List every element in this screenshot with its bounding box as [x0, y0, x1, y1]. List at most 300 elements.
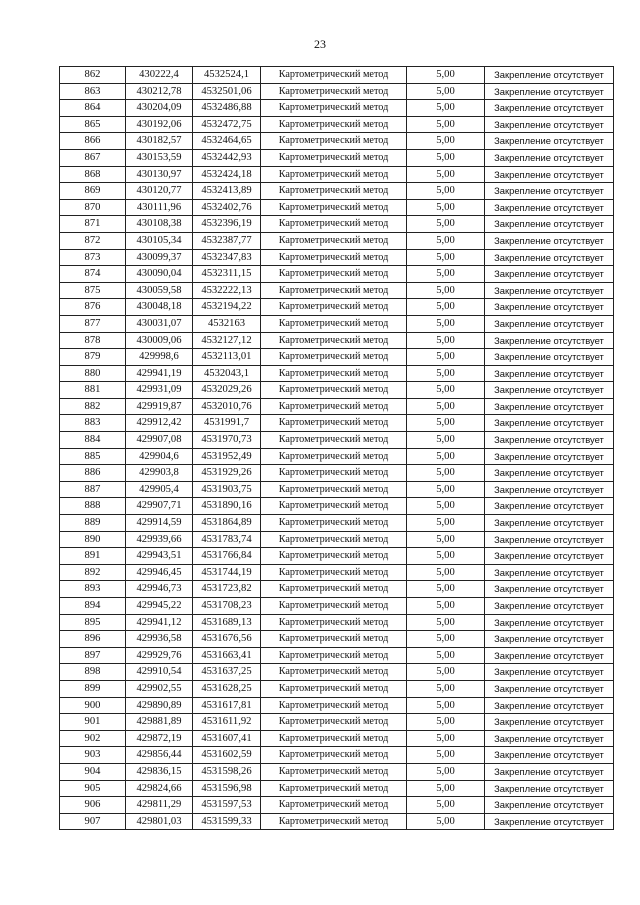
method-cell: Картометрический метод [261, 763, 407, 780]
accuracy-cell: 5,00 [407, 548, 485, 565]
fixing-note-cell: Закрепление отсутствует [485, 614, 614, 631]
method-cell: Картометрический метод [261, 249, 407, 266]
table-row [60, 282, 614, 299]
point-number-cell: 868 [60, 166, 126, 183]
table-row [60, 100, 614, 117]
x-coordinate-cell: 429910,54 [126, 664, 193, 681]
fixing-note-cell: Закрепление отсутствует [485, 266, 614, 283]
accuracy-cell: 5,00 [407, 498, 485, 515]
point-number-cell: 879 [60, 349, 126, 366]
y-coordinate-cell: 4531628,25 [193, 680, 261, 697]
method-cell: Картометрический метод [261, 332, 407, 349]
y-coordinate-cell: 4532043,1 [193, 365, 261, 382]
method-cell: Картометрический метод [261, 498, 407, 515]
accuracy-cell: 5,00 [407, 448, 485, 465]
page-number: 23 [314, 37, 326, 51]
method-cell: Картометрический метод [261, 564, 407, 581]
x-coordinate-cell: 430153,59 [126, 149, 193, 166]
y-coordinate-cell: 4531598,26 [193, 763, 261, 780]
y-coordinate-cell: 4531637,25 [193, 664, 261, 681]
y-coordinate-cell: 4532163 [193, 315, 261, 332]
accuracy-cell: 5,00 [407, 249, 485, 266]
table-row [60, 432, 614, 449]
x-coordinate-cell: 430130,97 [126, 166, 193, 183]
table-row [60, 747, 614, 764]
method-cell: Картометрический метод [261, 598, 407, 615]
x-coordinate-cell: 429907,71 [126, 498, 193, 515]
x-coordinate-cell: 429946,45 [126, 564, 193, 581]
x-coordinate-cell: 429946,73 [126, 581, 193, 598]
fixing-note-cell: Закрепление отсутствует [485, 349, 614, 366]
table-row [60, 680, 614, 697]
y-coordinate-cell: 4531663,41 [193, 647, 261, 664]
fixing-note-cell: Закрепление отсутствует [485, 647, 614, 664]
fixing-note-cell: Закрепление отсутствует [485, 365, 614, 382]
table-row [60, 780, 614, 797]
x-coordinate-cell: 429872,19 [126, 730, 193, 747]
y-coordinate-cell: 4532194,22 [193, 299, 261, 316]
point-number-cell: 885 [60, 448, 126, 465]
accuracy-cell: 5,00 [407, 515, 485, 532]
fixing-note-cell: Закрепление отсутствует [485, 232, 614, 249]
accuracy-cell: 5,00 [407, 133, 485, 150]
fixing-note-cell: Закрепление отсутствует [485, 680, 614, 697]
accuracy-cell: 5,00 [407, 797, 485, 814]
x-coordinate-cell: 429943,51 [126, 548, 193, 565]
accuracy-cell: 5,00 [407, 531, 485, 548]
fixing-note-cell: Закрепление отсутствует [485, 315, 614, 332]
point-number-cell: 878 [60, 332, 126, 349]
fixing-note-cell: Закрепление отсутствует [485, 465, 614, 482]
method-cell: Картометрический метод [261, 631, 407, 648]
point-number-cell: 896 [60, 631, 126, 648]
y-coordinate-cell: 4532113,01 [193, 349, 261, 366]
fixing-note-cell: Закрепление отсутствует [485, 183, 614, 200]
accuracy-cell: 5,00 [407, 581, 485, 598]
method-cell: Картометрический метод [261, 299, 407, 316]
point-number-cell: 891 [60, 548, 126, 565]
point-number-cell: 867 [60, 149, 126, 166]
fixing-note-cell: Закрепление отсутствует [485, 249, 614, 266]
x-coordinate-cell: 429904,6 [126, 448, 193, 465]
y-coordinate-cell: 4532387,77 [193, 232, 261, 249]
x-coordinate-cell: 430120,77 [126, 183, 193, 200]
y-coordinate-cell: 4531890,16 [193, 498, 261, 515]
method-cell: Картометрический метод [261, 349, 407, 366]
method-cell: Картометрический метод [261, 216, 407, 233]
table-row [60, 465, 614, 482]
x-coordinate-cell: 430222,4 [126, 67, 193, 84]
table-row [60, 149, 614, 166]
method-cell: Картометрический метод [261, 382, 407, 399]
table-row [60, 67, 614, 84]
accuracy-cell: 5,00 [407, 697, 485, 714]
accuracy-cell: 5,00 [407, 332, 485, 349]
accuracy-cell: 5,00 [407, 664, 485, 681]
y-coordinate-cell: 4532127,12 [193, 332, 261, 349]
x-coordinate-cell: 429931,09 [126, 382, 193, 399]
x-coordinate-cell: 429914,59 [126, 515, 193, 532]
fixing-note-cell: Закрепление отсутствует [485, 515, 614, 532]
y-coordinate-cell: 4531970,73 [193, 432, 261, 449]
fixing-note-cell: Закрепление отсутствует [485, 581, 614, 598]
fixing-note-cell: Закрепление отсутствует [485, 432, 614, 449]
fixing-note-cell: Закрепление отсутствует [485, 199, 614, 216]
fixing-note-cell: Закрепление отсутствует [485, 763, 614, 780]
accuracy-cell: 5,00 [407, 415, 485, 432]
x-coordinate-cell: 429890,89 [126, 697, 193, 714]
fixing-note-cell: Закрепление отсутствует [485, 116, 614, 133]
method-cell: Картометрический метод [261, 714, 407, 731]
accuracy-cell: 5,00 [407, 299, 485, 316]
x-coordinate-cell: 429919,87 [126, 398, 193, 415]
fixing-note-cell: Закрепление отсутствует [485, 133, 614, 150]
y-coordinate-cell: 4531597,53 [193, 797, 261, 814]
fixing-note-cell: Закрепление отсутствует [485, 166, 614, 183]
table-row [60, 382, 614, 399]
x-coordinate-cell: 429824,66 [126, 780, 193, 797]
y-coordinate-cell: 4531783,74 [193, 531, 261, 548]
method-cell: Картометрический метод [261, 581, 407, 598]
coordinates-table [59, 66, 614, 830]
y-coordinate-cell: 4532347,83 [193, 249, 261, 266]
fixing-note-cell: Закрепление отсутствует [485, 548, 614, 565]
table-row [60, 349, 614, 366]
fixing-note-cell: Закрепление отсутствует [485, 498, 614, 515]
y-coordinate-cell: 4532501,06 [193, 83, 261, 100]
y-coordinate-cell: 4531929,26 [193, 465, 261, 482]
method-cell: Картометрический метод [261, 813, 407, 830]
point-number-cell: 864 [60, 100, 126, 117]
y-coordinate-cell: 4531676,56 [193, 631, 261, 648]
y-coordinate-cell: 4531744,19 [193, 564, 261, 581]
point-number-cell: 904 [60, 763, 126, 780]
fixing-note-cell: Закрепление отсутствует [485, 332, 614, 349]
table-row [60, 166, 614, 183]
x-coordinate-cell: 430192,06 [126, 116, 193, 133]
point-number-cell: 906 [60, 797, 126, 814]
x-coordinate-cell: 429801,03 [126, 813, 193, 830]
y-coordinate-cell: 4532472,75 [193, 116, 261, 133]
y-coordinate-cell: 4531611,92 [193, 714, 261, 731]
method-cell: Картометрический метод [261, 780, 407, 797]
table-row [60, 614, 614, 631]
x-coordinate-cell: 429811,29 [126, 797, 193, 814]
method-cell: Картометрический метод [261, 548, 407, 565]
y-coordinate-cell: 4531991,7 [193, 415, 261, 432]
fixing-note-cell: Закрепление отсутствует [485, 299, 614, 316]
accuracy-cell: 5,00 [407, 83, 485, 100]
x-coordinate-cell: 429998,6 [126, 349, 193, 366]
y-coordinate-cell: 4532524,1 [193, 67, 261, 84]
x-coordinate-cell: 430105,34 [126, 232, 193, 249]
method-cell: Картометрический метод [261, 116, 407, 133]
accuracy-cell: 5,00 [407, 465, 485, 482]
y-coordinate-cell: 4532424,18 [193, 166, 261, 183]
method-cell: Картометрический метод [261, 797, 407, 814]
accuracy-cell: 5,00 [407, 398, 485, 415]
point-number-cell: 902 [60, 730, 126, 747]
fixing-note-cell: Закрепление отсутствует [485, 481, 614, 498]
y-coordinate-cell: 4531708,23 [193, 598, 261, 615]
x-coordinate-cell: 430111,96 [126, 199, 193, 216]
accuracy-cell: 5,00 [407, 232, 485, 249]
table-row [60, 266, 614, 283]
table-row [60, 498, 614, 515]
accuracy-cell: 5,00 [407, 730, 485, 747]
y-coordinate-cell: 4531607,41 [193, 730, 261, 747]
x-coordinate-cell: 429905,4 [126, 481, 193, 498]
method-cell: Картометрический метод [261, 398, 407, 415]
fixing-note-cell: Закрепление отсутствует [485, 598, 614, 615]
table-row [60, 564, 614, 581]
accuracy-cell: 5,00 [407, 780, 485, 797]
fixing-note-cell: Закрепление отсутствует [485, 797, 614, 814]
table-row [60, 249, 614, 266]
x-coordinate-cell: 430212,78 [126, 83, 193, 100]
accuracy-cell: 5,00 [407, 315, 485, 332]
point-number-cell: 863 [60, 83, 126, 100]
table-row [60, 598, 614, 615]
method-cell: Картометрический метод [261, 133, 407, 150]
table-row [60, 183, 614, 200]
y-coordinate-cell: 4532010,76 [193, 398, 261, 415]
point-number-cell: 889 [60, 515, 126, 532]
method-cell: Картометрический метод [261, 664, 407, 681]
accuracy-cell: 5,00 [407, 216, 485, 233]
table-row [60, 797, 614, 814]
fixing-note-cell: Закрепление отсутствует [485, 382, 614, 399]
table-row [60, 763, 614, 780]
y-coordinate-cell: 4532442,93 [193, 149, 261, 166]
point-number-cell: 893 [60, 581, 126, 598]
point-number-cell: 890 [60, 531, 126, 548]
y-coordinate-cell: 4532396,19 [193, 216, 261, 233]
x-coordinate-cell: 429881,89 [126, 714, 193, 731]
y-coordinate-cell: 4532222,13 [193, 282, 261, 299]
point-number-cell: 895 [60, 614, 126, 631]
accuracy-cell: 5,00 [407, 432, 485, 449]
accuracy-cell: 5,00 [407, 747, 485, 764]
y-coordinate-cell: 4531766,84 [193, 548, 261, 565]
table-row [60, 83, 614, 100]
fixing-note-cell: Закрепление отсутствует [485, 780, 614, 797]
table-row [60, 714, 614, 731]
accuracy-cell: 5,00 [407, 481, 485, 498]
x-coordinate-cell: 430108,38 [126, 216, 193, 233]
x-coordinate-cell: 430048,18 [126, 299, 193, 316]
table-row [60, 365, 614, 382]
table-row [60, 133, 614, 150]
point-number-cell: 874 [60, 266, 126, 283]
table-row [60, 515, 614, 532]
fixing-note-cell: Закрепление отсутствует [485, 149, 614, 166]
coordinates-table-body [60, 67, 614, 830]
method-cell: Картометрический метод [261, 647, 407, 664]
point-number-cell: 862 [60, 67, 126, 84]
method-cell: Картометрический метод [261, 515, 407, 532]
method-cell: Картометрический метод [261, 432, 407, 449]
x-coordinate-cell: 429903,8 [126, 465, 193, 482]
table-row [60, 631, 614, 648]
x-coordinate-cell: 429902,55 [126, 680, 193, 697]
point-number-cell: 866 [60, 133, 126, 150]
table-row [60, 481, 614, 498]
point-number-cell: 898 [60, 664, 126, 681]
y-coordinate-cell: 4531617,81 [193, 697, 261, 714]
accuracy-cell: 5,00 [407, 598, 485, 615]
point-number-cell: 886 [60, 465, 126, 482]
table-row [60, 581, 614, 598]
table-row [60, 398, 614, 415]
point-number-cell: 871 [60, 216, 126, 233]
point-number-cell: 880 [60, 365, 126, 382]
table-row [60, 415, 614, 432]
method-cell: Картометрический метод [261, 448, 407, 465]
method-cell: Картометрический метод [261, 266, 407, 283]
point-number-cell: 905 [60, 780, 126, 797]
accuracy-cell: 5,00 [407, 763, 485, 780]
table-row [60, 116, 614, 133]
point-number-cell: 900 [60, 697, 126, 714]
x-coordinate-cell: 430099,37 [126, 249, 193, 266]
point-number-cell: 875 [60, 282, 126, 299]
method-cell: Картометрический метод [261, 730, 407, 747]
table-row [60, 647, 614, 664]
method-cell: Картометрический метод [261, 149, 407, 166]
x-coordinate-cell: 429856,44 [126, 747, 193, 764]
fixing-note-cell: Закрепление отсутствует [485, 564, 614, 581]
x-coordinate-cell: 429945,22 [126, 598, 193, 615]
table-row [60, 664, 614, 681]
x-coordinate-cell: 430031,07 [126, 315, 193, 332]
y-coordinate-cell: 4531952,49 [193, 448, 261, 465]
accuracy-cell: 5,00 [407, 183, 485, 200]
table-row [60, 730, 614, 747]
fixing-note-cell: Закрепление отсутствует [485, 216, 614, 233]
point-number-cell: 881 [60, 382, 126, 399]
fixing-note-cell: Закрепление отсутствует [485, 747, 614, 764]
fixing-note-cell: Закрепление отсутствует [485, 398, 614, 415]
point-number-cell: 907 [60, 813, 126, 830]
fixing-note-cell: Закрепление отсутствует [485, 100, 614, 117]
y-coordinate-cell: 4531599,33 [193, 813, 261, 830]
method-cell: Картометрический метод [261, 100, 407, 117]
point-number-cell: 869 [60, 183, 126, 200]
x-coordinate-cell: 430009,06 [126, 332, 193, 349]
table-row [60, 315, 614, 332]
accuracy-cell: 5,00 [407, 647, 485, 664]
table-row [60, 448, 614, 465]
point-number-cell: 903 [60, 747, 126, 764]
point-number-cell: 888 [60, 498, 126, 515]
table-row [60, 199, 614, 216]
fixing-note-cell: Закрепление отсутствует [485, 714, 614, 731]
point-number-cell: 892 [60, 564, 126, 581]
y-coordinate-cell: 4531723,82 [193, 581, 261, 598]
table-row [60, 697, 614, 714]
x-coordinate-cell: 429929,76 [126, 647, 193, 664]
accuracy-cell: 5,00 [407, 564, 485, 581]
method-cell: Картометрический метод [261, 67, 407, 84]
point-number-cell: 873 [60, 249, 126, 266]
x-coordinate-cell: 430182,57 [126, 133, 193, 150]
table-row [60, 531, 614, 548]
accuracy-cell: 5,00 [407, 382, 485, 399]
accuracy-cell: 5,00 [407, 349, 485, 366]
y-coordinate-cell: 4531864,89 [193, 515, 261, 532]
method-cell: Картометрический метод [261, 531, 407, 548]
y-coordinate-cell: 4531596,98 [193, 780, 261, 797]
x-coordinate-cell: 430059,58 [126, 282, 193, 299]
point-number-cell: 887 [60, 481, 126, 498]
method-cell: Картометрический метод [261, 747, 407, 764]
y-coordinate-cell: 4532486,88 [193, 100, 261, 117]
fixing-note-cell: Закрепление отсутствует [485, 730, 614, 747]
accuracy-cell: 5,00 [407, 266, 485, 283]
x-coordinate-cell: 429912,42 [126, 415, 193, 432]
table-row [60, 299, 614, 316]
y-coordinate-cell: 4531602,59 [193, 747, 261, 764]
point-number-cell: 884 [60, 432, 126, 449]
fixing-note-cell: Закрепление отсутствует [485, 83, 614, 100]
method-cell: Картометрический метод [261, 365, 407, 382]
point-number-cell: 877 [60, 315, 126, 332]
method-cell: Картометрический метод [261, 614, 407, 631]
method-cell: Картометрический метод [261, 166, 407, 183]
method-cell: Картометрический метод [261, 315, 407, 332]
fixing-note-cell: Закрепление отсутствует [485, 664, 614, 681]
point-number-cell: 899 [60, 680, 126, 697]
y-coordinate-cell: 4532402,76 [193, 199, 261, 216]
method-cell: Картометрический метод [261, 481, 407, 498]
accuracy-cell: 5,00 [407, 149, 485, 166]
accuracy-cell: 5,00 [407, 199, 485, 216]
fixing-note-cell: Закрепление отсутствует [485, 697, 614, 714]
accuracy-cell: 5,00 [407, 166, 485, 183]
table-row [60, 216, 614, 233]
y-coordinate-cell: 4531689,13 [193, 614, 261, 631]
method-cell: Картометрический метод [261, 282, 407, 299]
point-number-cell: 883 [60, 415, 126, 432]
method-cell: Картометрический метод [261, 83, 407, 100]
accuracy-cell: 5,00 [407, 67, 485, 84]
accuracy-cell: 5,00 [407, 631, 485, 648]
y-coordinate-cell: 4531903,75 [193, 481, 261, 498]
fixing-note-cell: Закрепление отсутствует [485, 415, 614, 432]
method-cell: Картометрический метод [261, 697, 407, 714]
table-row [60, 548, 614, 565]
point-number-cell: 876 [60, 299, 126, 316]
point-number-cell: 882 [60, 398, 126, 415]
x-coordinate-cell: 430090,04 [126, 266, 193, 283]
fixing-note-cell: Закрепление отсутствует [485, 448, 614, 465]
point-number-cell: 897 [60, 647, 126, 664]
method-cell: Картометрический метод [261, 415, 407, 432]
x-coordinate-cell: 430204,09 [126, 100, 193, 117]
accuracy-cell: 5,00 [407, 116, 485, 133]
x-coordinate-cell: 429939,66 [126, 531, 193, 548]
accuracy-cell: 5,00 [407, 365, 485, 382]
accuracy-cell: 5,00 [407, 614, 485, 631]
table-row [60, 332, 614, 349]
accuracy-cell: 5,00 [407, 282, 485, 299]
point-number-cell: 901 [60, 714, 126, 731]
y-coordinate-cell: 4532029,26 [193, 382, 261, 399]
x-coordinate-cell: 429941,12 [126, 614, 193, 631]
method-cell: Картометрический метод [261, 232, 407, 249]
accuracy-cell: 5,00 [407, 813, 485, 830]
